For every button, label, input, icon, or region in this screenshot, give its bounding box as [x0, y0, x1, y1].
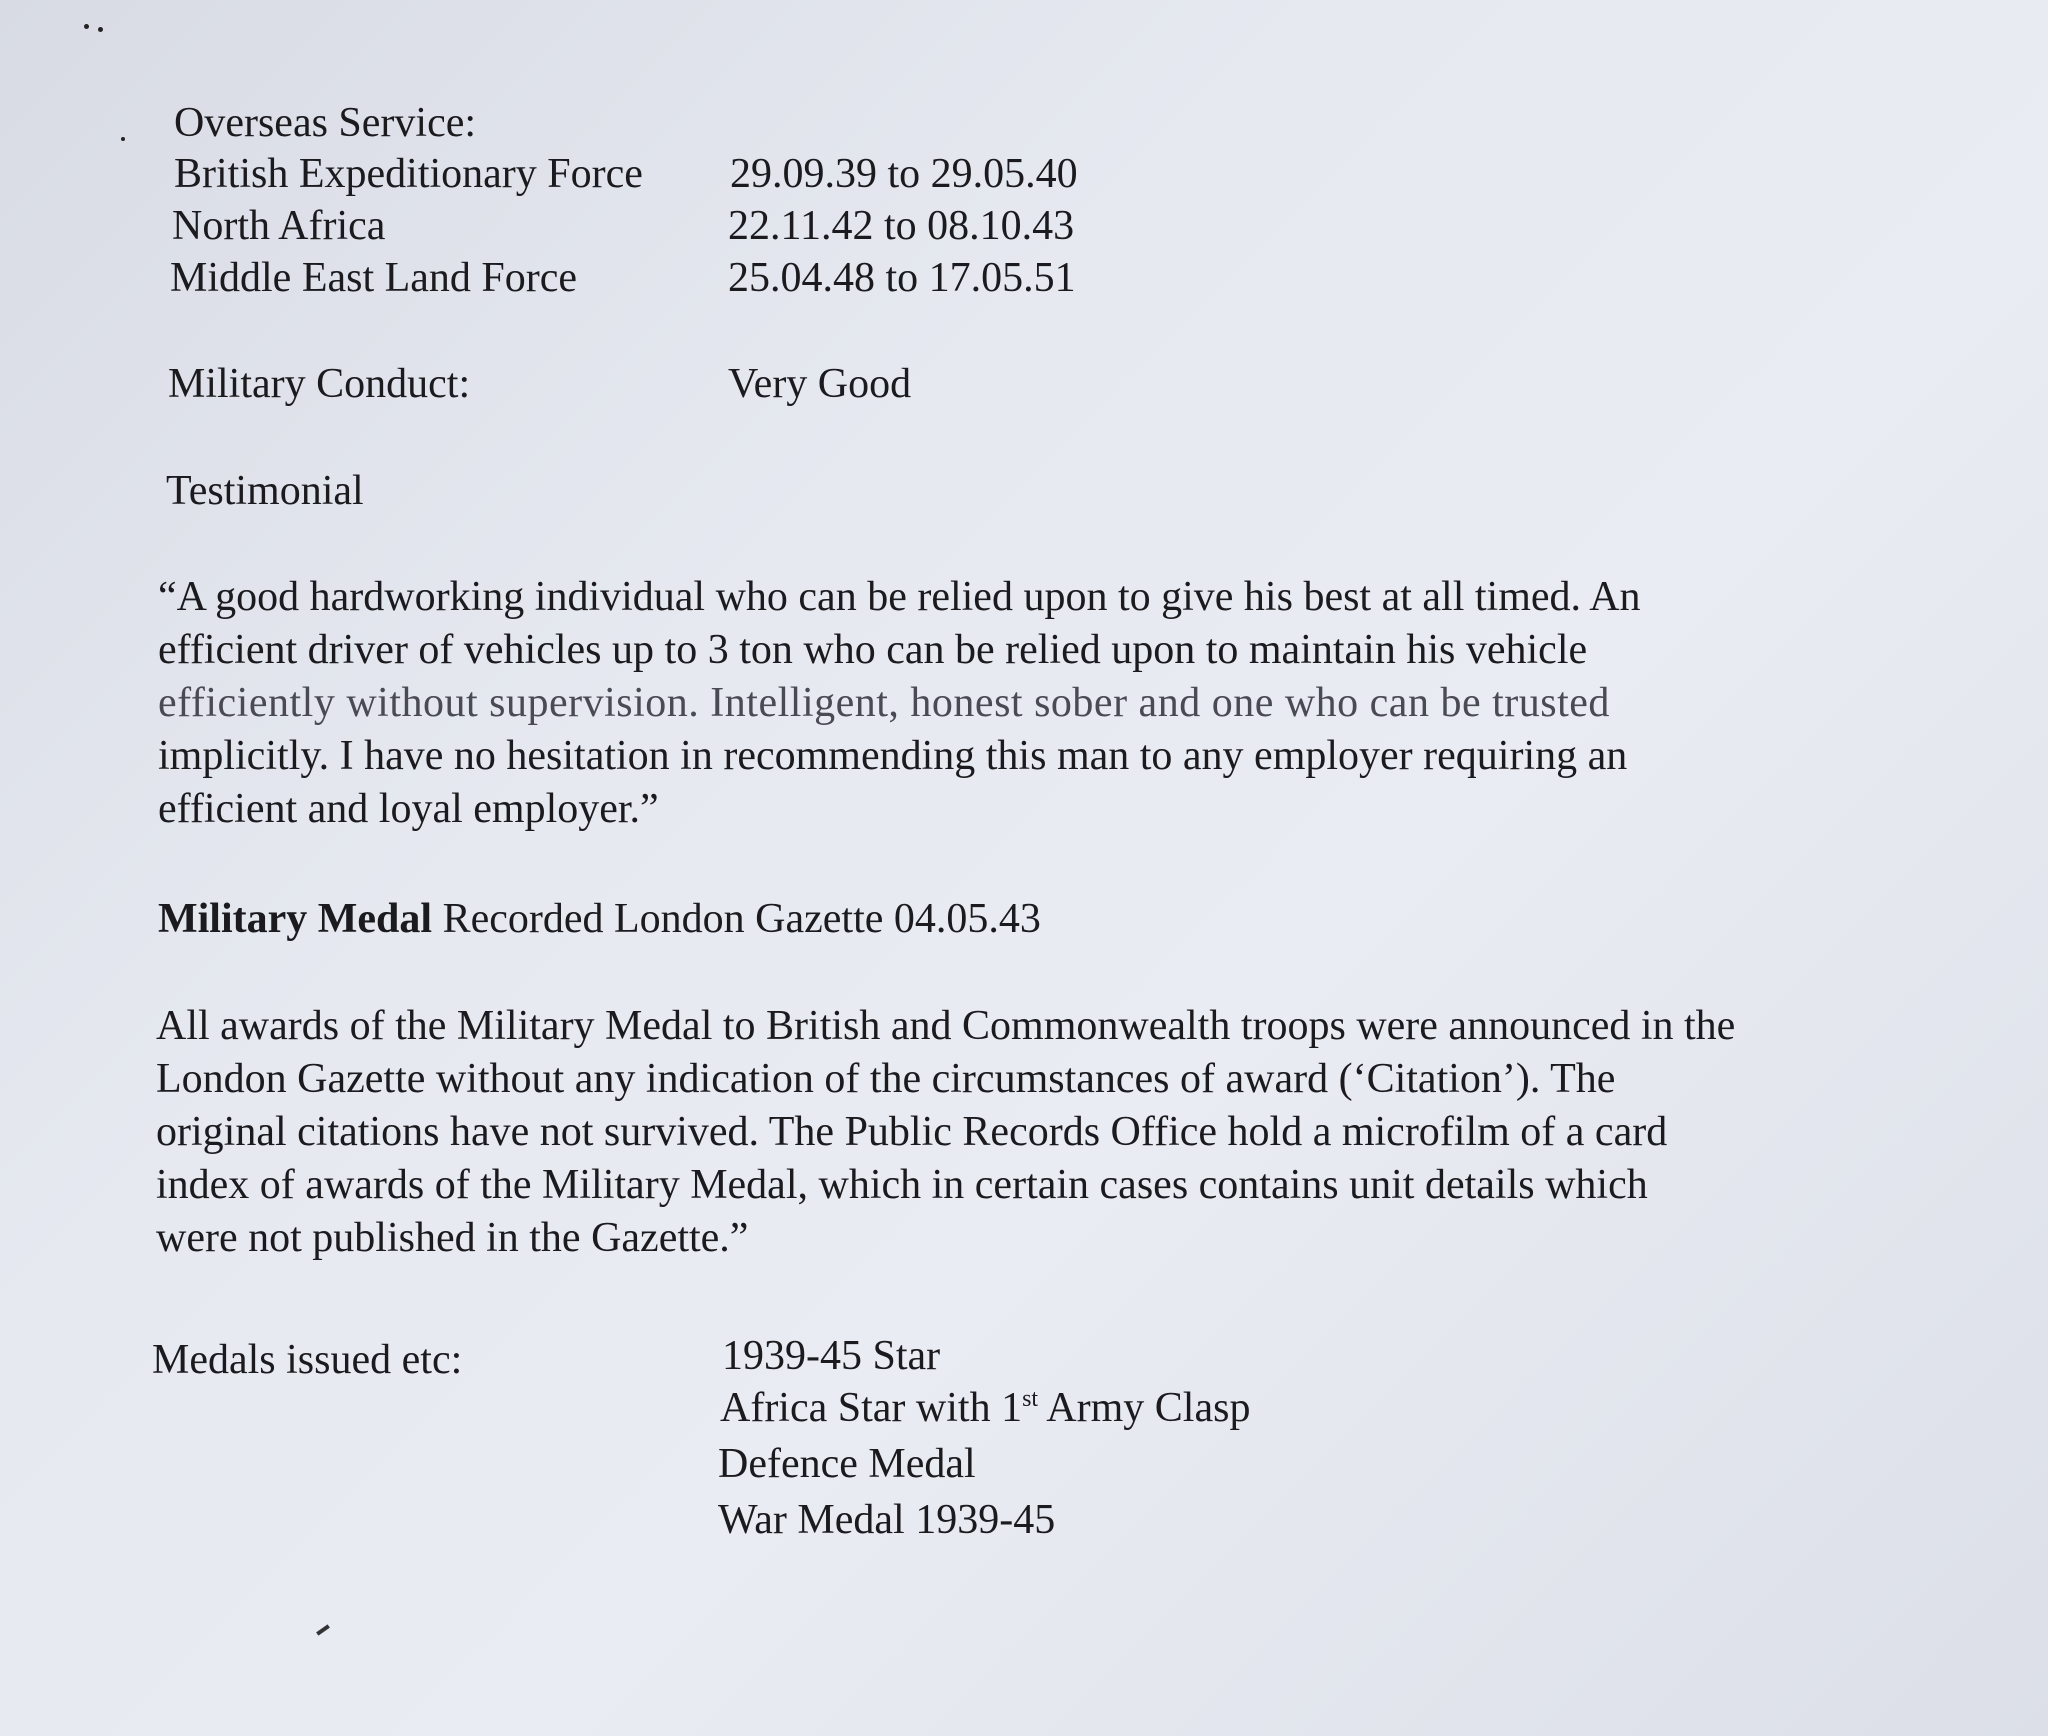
medal-item: 1939-45 Star	[722, 1333, 941, 1379]
overseas-dates: 29.09.39 to 29.05.40	[730, 151, 1078, 197]
awards-note-line: All awards of the Military Medal to British and Commonwealth troops were announced in the	[156, 1003, 1736, 1049]
medal-name: Military Medal	[158, 896, 433, 942]
pen-mark	[316, 1624, 330, 1635]
conduct-value: Very Good	[728, 361, 912, 407]
overseas-place: North Africa	[172, 203, 386, 249]
overseas-dates: 22.11.42 to 08.10.43	[728, 203, 1075, 249]
testimonial-line: implicitly. I have no hesitation in recommending this man to any employer requiring an	[158, 733, 1628, 779]
testimonial-line: efficiently without supervision. Intelligent, honest sober and one who can be trusted	[158, 680, 1610, 726]
testimonial-line: efficient driver of vehicles up to 3 ton who can be relied upon to maintain his vehicle	[158, 627, 1588, 673]
awards-note-line: original citations have not survived. The Public Records Office hold a microfilm of a card	[156, 1109, 1668, 1155]
speck-mark	[98, 27, 103, 32]
speck-mark	[121, 137, 125, 141]
overseas-place: Middle East Land Force	[170, 255, 578, 301]
medal-gazette: Recorded London Gazette 04.05.43	[432, 896, 1041, 942]
medals-issued-label: Medals issued etc:	[152, 1337, 463, 1383]
testimonial-line: efficient and loyal employer.”	[158, 786, 659, 832]
medal-record	[158, 893, 1041, 946]
overseas-place: British Expeditionary Force	[174, 151, 643, 197]
overseas-dates: 25.04.48 to 17.05.51	[728, 255, 1076, 301]
testimonial-heading: Testimonial	[166, 468, 364, 514]
testimonial-line: “A good hardworking individual who can be relied upon to give his best at all timed. An	[158, 574, 1641, 620]
medal-item: War Medal 1939-45	[718, 1497, 1056, 1543]
speck-mark	[84, 24, 89, 29]
awards-note-line: index of awards of the Military Medal, which in certain cases contains unit details which	[156, 1162, 1648, 1208]
medal-item: Africa Star with 1st Army Clasp	[720, 1385, 1251, 1431]
overseas-heading: Overseas Service:	[174, 100, 477, 146]
awards-note-line: London Gazette without any indication of the circumstances of award (‘Citation’). The	[156, 1056, 1616, 1102]
medal-item: Defence Medal	[718, 1441, 976, 1487]
awards-note-line: were not published in the Gazette.”	[156, 1215, 749, 1261]
conduct-label: Military Conduct:	[168, 361, 471, 407]
